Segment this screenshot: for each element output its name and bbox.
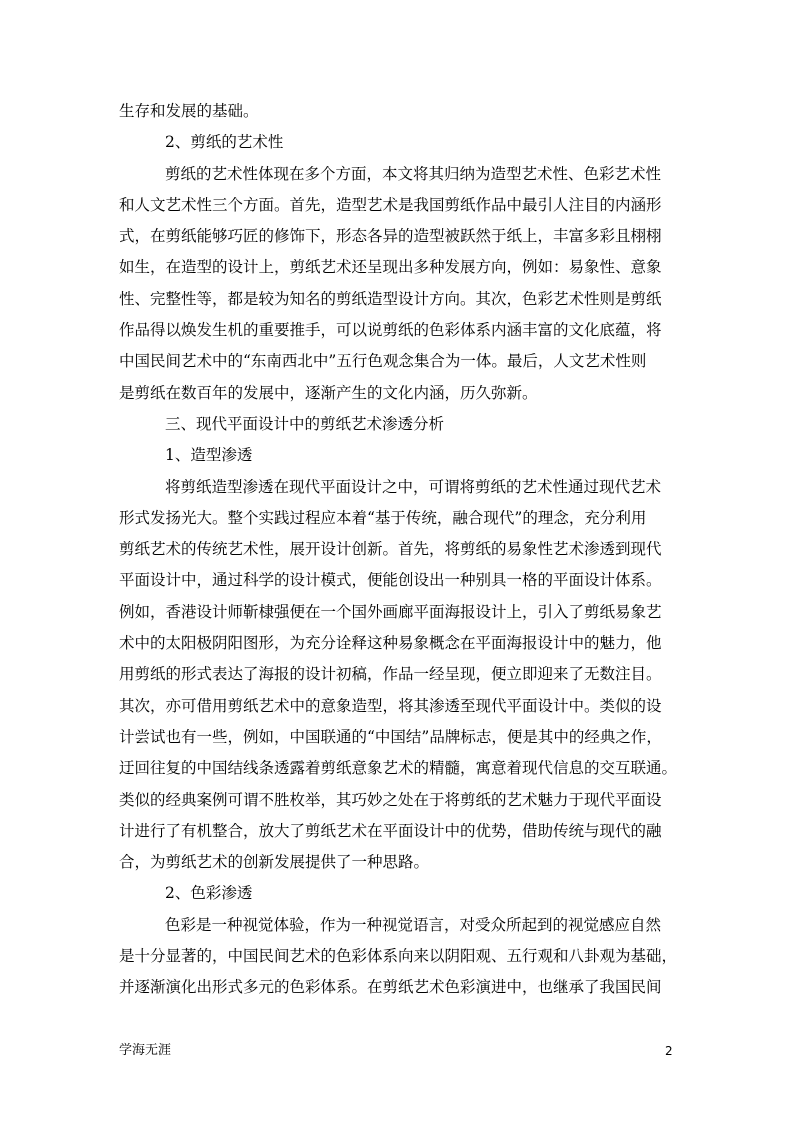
paragraph-line: 例如，香港设计师靳棣强便在一个国外画廊平面海报设计上，引入了剪纸易象艺 — [119, 602, 662, 621]
paragraph-line: 作品得以焕发生机的重要推手，可以说剪纸的色彩体系内涵丰富的文化底蕴，将 — [119, 321, 662, 340]
paragraph-line: 计尝试也有一些，例如，中国联通的“中国结”品牌标志，便是其中的经典之作， — [119, 727, 662, 746]
paragraph-line: 生存和发展的基础。 — [119, 102, 259, 120]
section-heading: 三、现代平面设计中的剪纸艺术渗透分析 — [165, 414, 445, 433]
paragraph-line: 剪纸艺术的传统艺术性，展开设计创新。首先，将剪纸的易象性艺术渗透到现代 — [119, 540, 662, 559]
section-heading: 2、剪纸的艺术性 — [165, 133, 284, 152]
paragraph-line: 计进行了有机整合，放大了剪纸艺术在平面设计中的优势，借助传统与现代的融 — [119, 821, 662, 840]
paragraph-line: 术中的太阳极阴阳图形，为充分诠释这种易象概念在平面海报设计中的魅力，他 — [119, 634, 662, 653]
paragraph-line: 将剪纸造型渗透在现代平面设计之中，可谓将剪纸的艺术性通过现代艺术 — [165, 477, 662, 496]
paragraph-line: 平面设计中，通过科学的设计模式，便能创设出一种别具一格的平面设计体系。 — [119, 571, 662, 590]
subsection-heading: 2、色彩渗透 — [165, 884, 253, 903]
subsection-heading: 1、造型渗透 — [165, 446, 253, 465]
page-number: 2 — [665, 1044, 673, 1058]
paragraph-line: 和人文艺术性三个方面。首先，造型艺术是我国剪纸作品中最引人注目的内涵形 — [119, 195, 662, 214]
paragraph-line: 色彩是一种视觉体验，作为一种视觉语言，对受众所起到的视觉感应自然 — [165, 915, 662, 934]
paragraph-line: 是十分显著的，中国民间艺术的色彩体系向来以阴阳观、五行观和八卦观为基础， — [119, 947, 678, 966]
paragraph-line: 迂回往复的中国结线条透露着剪纸意象艺术的精髓，寓意着现代信息的交互联通。 — [119, 759, 678, 778]
paragraph-line: 并逐渐演化出形式多元的色彩体系。在剪纸艺术色彩演进中，也继承了我国民间 — [119, 978, 662, 997]
paragraph-line: 性、完整性等，都是较为知名的剪纸造型设计方向。其次，色彩艺术性则是剪纸 — [119, 289, 662, 308]
paragraph-line: 如生，在造型的设计上，剪纸艺术还呈现出多种发展方向，例如：易象性、意象 — [119, 258, 662, 277]
paragraph-line: 剪纸的艺术性体现在多个方面，本文将其归纳为造型艺术性、色彩艺术性 — [165, 164, 662, 183]
paragraph-line: 用剪纸的形式表达了海报的设计初稿，作品一经呈现，便立即迎来了无数注目。 — [119, 665, 662, 684]
paragraph-line: 合，为剪纸艺术的创新发展提供了一种思路。 — [119, 853, 430, 872]
paragraph-line: 其次，亦可借用剪纸艺术中的意象造型，将其渗透至现代平面设计中。类似的设 — [119, 696, 662, 715]
paragraph-line: 类似的经典案例可谓不胜枚举，其巧妙之处在于将剪纸的艺术魅力于现代平面设 — [119, 790, 662, 809]
footer-text: 学海无涯 — [119, 1043, 172, 1058]
paragraph-line: 中国民间艺术中的“东南西北中”五行色观念集合为一体。最后，人文艺术性则 — [119, 352, 647, 371]
body-text — [119, 96, 679, 1004]
paragraph-line: 是剪纸在数百年的发展中，逐渐产生的文化内涵，历久弥新。 — [119, 383, 538, 402]
paragraph-line: 式，在剪纸能够巧匠的修饰下，形态各异的造型被跃然于纸上，丰富多彩且栩栩 — [119, 227, 662, 246]
paragraph-line: 形式发扬光大。整个实践过程应本着“基于传统，融合现代”的理念，充分利用 — [119, 508, 647, 527]
